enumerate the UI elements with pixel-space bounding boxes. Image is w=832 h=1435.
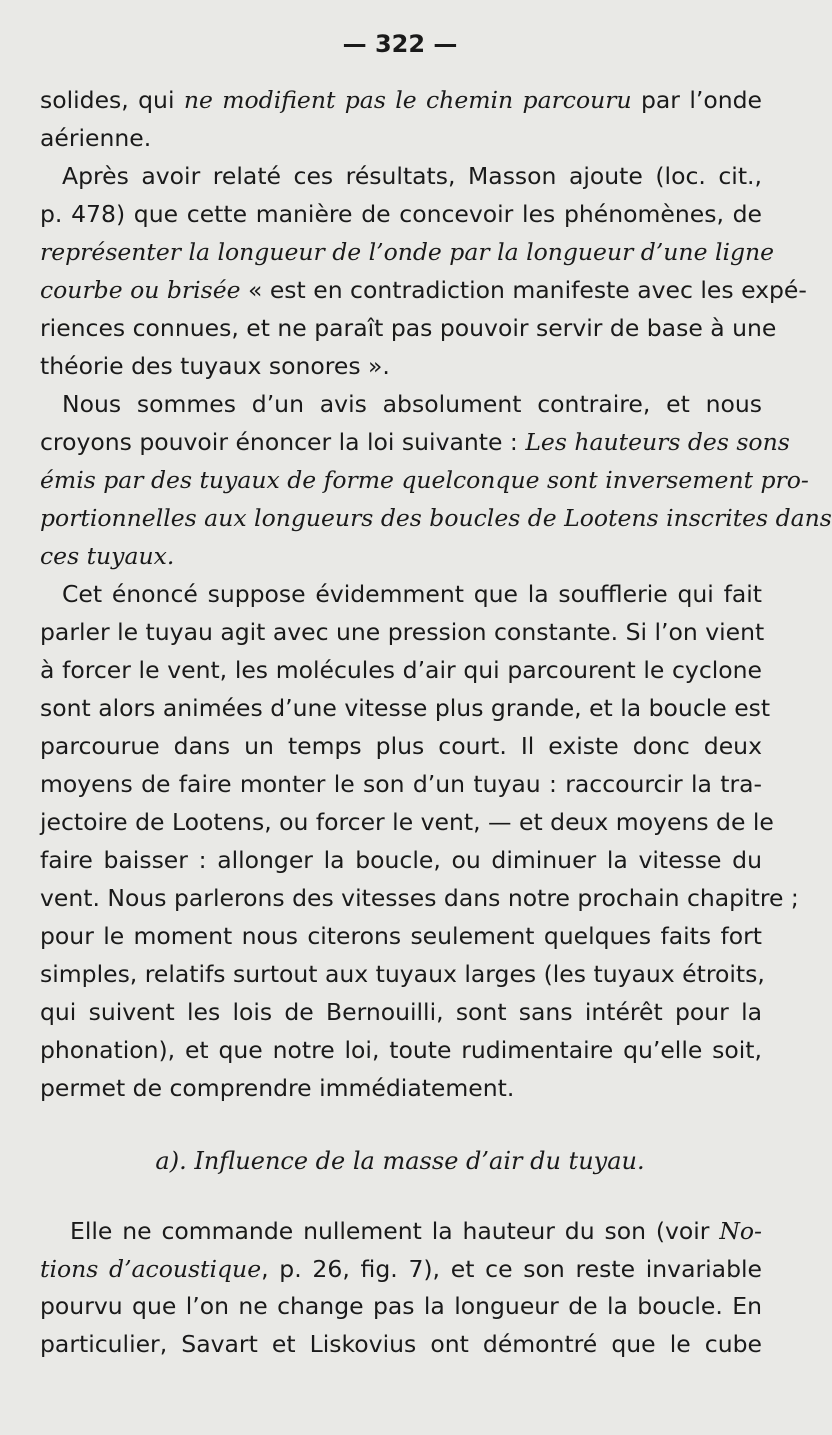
text-segment: Cet énoncé suppose évidemment que la soufflerie qui fait (62, 580, 762, 608)
text-segment: solides, qui (40, 86, 184, 114)
text-segment: théorie des tuyaux sonores ». (40, 352, 390, 380)
text-line (40, 920, 762, 956)
text-line (40, 1072, 762, 1108)
text-segment: « est en contradiction manifeste avec les expé- (240, 276, 807, 304)
text-segment: permet de comprendre immédiatement. (40, 1074, 515, 1102)
text-line (40, 1215, 762, 1251)
italic-text: ne modifient pas le chemin parcouru (183, 86, 632, 114)
text-segment: qui suivent les lois de Bernouilli, sont sans intérêt pour la (40, 998, 762, 1026)
text-line (40, 1253, 762, 1289)
text-line (40, 1034, 762, 1070)
text-segment: riences connues, et ne paraît pas pouvoir servir de base à une (40, 314, 777, 342)
text-segment: croyons pouvoir énoncer la loi suivante : (40, 428, 526, 456)
text-line (40, 502, 832, 538)
text-line (40, 122, 762, 158)
text-line (40, 616, 765, 652)
text-line (40, 654, 762, 690)
text-segment: aérienne. (40, 124, 152, 152)
text-line (40, 882, 799, 918)
text-segment: par l’onde (631, 86, 762, 114)
text-line (40, 730, 762, 766)
text-segment: p. 478) que cette manière de concevoir les phénomènes, de (40, 200, 762, 228)
text-segment: particulier, Savart et Liskovius ont démontré que le cube (40, 1329, 762, 1358)
text-line (40, 692, 771, 728)
text-segment: phonation), et que notre loi, toute rudimentaire qu’elle soit, (40, 1036, 762, 1064)
section-heading-title: Influence de la masse d’air du tuyau. (194, 1147, 645, 1175)
text-line (40, 844, 762, 880)
italic-text: portionnelles aux longueurs des boucles de Lootens inscrites dans (40, 504, 832, 532)
text-segment: parler le tuyau agit avec une pression constante. Si l’on vient (40, 618, 765, 646)
text-line (40, 274, 807, 310)
text-segment: faire baisser : allonger la boucle, ou diminuer la vitesse du (40, 846, 762, 874)
text-line (40, 1290, 762, 1326)
text-line (40, 426, 790, 462)
page-number: — 322 — (342, 30, 458, 58)
text-segment: à forcer le vent, les molécules d’air qui parcourent le cyclone (40, 656, 762, 684)
text-line (40, 236, 775, 272)
text-line (40, 160, 762, 196)
italic-text: tions d’acoustique (40, 1254, 262, 1283)
text-line (40, 198, 762, 234)
text-segment: moyens de faire monter le son d’un tuyau : raccourcir la tra- (40, 770, 762, 798)
text-segment: pourvu que l’on ne change pas la longueur de la boucle. En (40, 1292, 762, 1320)
text-line (40, 768, 762, 804)
text-segment: vent. Nous parlerons des vitesses dans notre prochain chapitre ; (40, 884, 799, 912)
italic-text: No- (719, 1217, 762, 1245)
text-line (40, 464, 809, 500)
text-line (40, 84, 762, 120)
text-segment: sont alors animées d’une vitesse plus grande, et la boucle est (40, 694, 771, 722)
text-line (40, 350, 762, 386)
italic-text: émis par des tuyaux de forme quelconque sont inversement pro- (40, 466, 809, 494)
italic-text: Les hauteurs des sons (525, 428, 790, 456)
section-heading-prefix: a). (155, 1147, 187, 1175)
italic-text: représenter la longueur de l’onde par la longueur d’une ligne (40, 238, 775, 266)
text-line (40, 996, 762, 1032)
text-line (40, 806, 774, 842)
text-line (40, 958, 765, 994)
text-line (40, 388, 762, 424)
section-heading (0, 1145, 800, 1177)
text-line (40, 578, 762, 614)
text-segment: Après avoir relaté ces résultats, Masson ajoute (loc. cit., (62, 162, 762, 190)
text-line (40, 540, 762, 576)
text-segment: simples, relatifs surtout aux tuyaux larges (les tuyaux étroits, (40, 960, 765, 988)
text-line (40, 1328, 762, 1364)
text-segment: parcourue dans un temps plus court. Il existe donc deux (40, 732, 762, 760)
text-segment: Elle ne commande nullement la hauteur du son (voir (70, 1217, 720, 1245)
italic-text: ces tuyaux. (40, 542, 175, 570)
italic-text: courbe ou brisée (40, 276, 241, 304)
text-segment: pour le moment nous citerons seulement quelques faits fort (40, 922, 762, 950)
text-segment: , p. 26, fig. 7), et ce son reste invariable (261, 1254, 762, 1283)
text-segment: Nous sommes d’un avis absolument contraire, et nous (62, 390, 762, 418)
text-line (40, 312, 777, 348)
text-segment: jectoire de Lootens, ou forcer le vent, — et deux moyens de le (40, 808, 774, 836)
